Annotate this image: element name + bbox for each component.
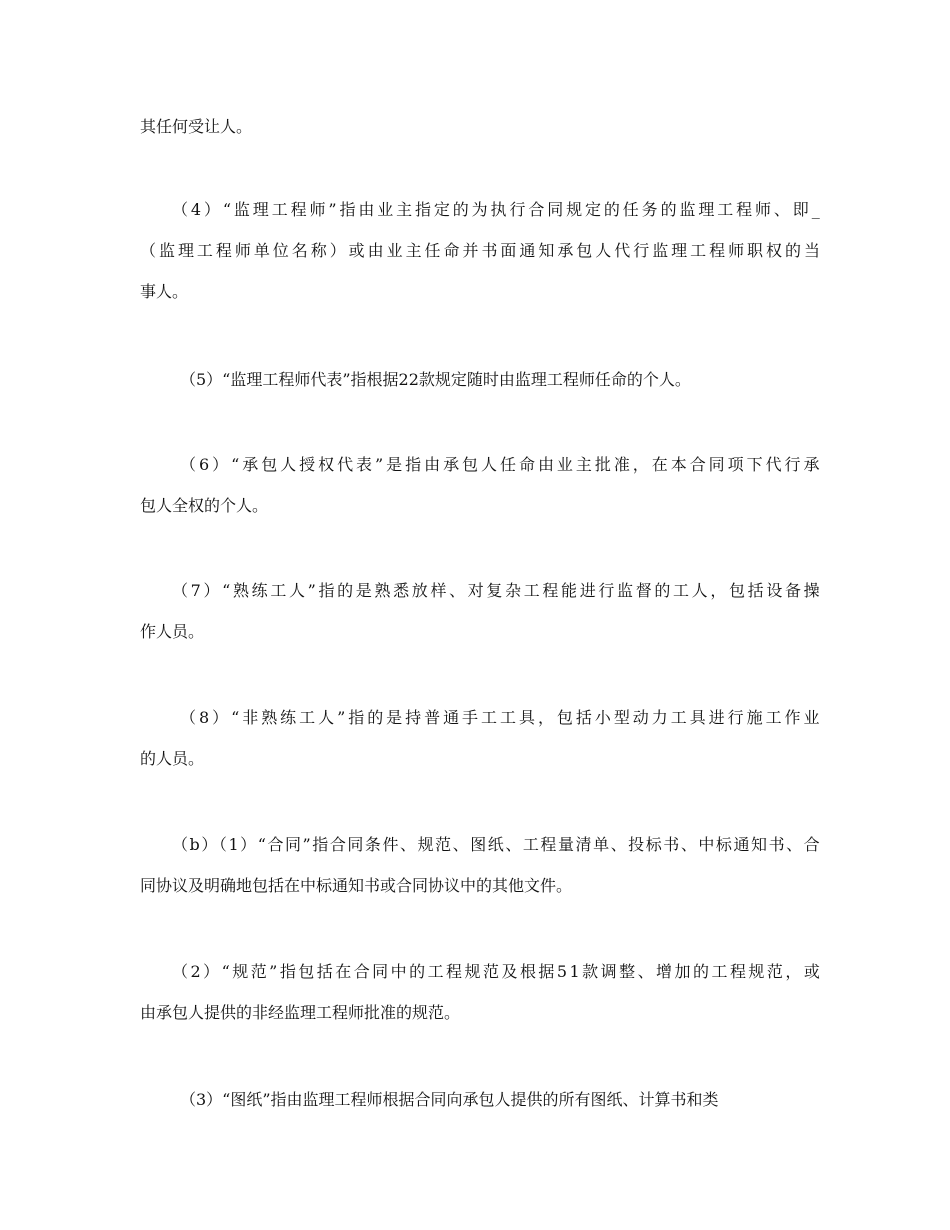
text-line: （b）（1）“合同”指合同条件、规范、图纸、工程量清单、投标书、中标通知书、合 [172,835,822,854]
text-line: （4）“监理工程师”指由业主指定的为执行合同规定的任务的监理工程师、即_ [172,200,823,219]
text-line: （6）“承包人授权代表”是指由承包人任命由业主批准，在本合同项下代行承 [180,455,823,474]
text-line: 的人员。 [140,749,205,768]
text-line: 包人全权的个人。 [140,496,269,515]
text-line: （7）“熟练工人”指的是熟悉放样、对复杂工程能进行监督的工人，包括设备操 [172,581,823,600]
text-line: 同协议及明确地包括在中标通知书或合同协议中的其他文件。 [140,876,573,895]
text-line: 由承包人提供的非经监理工程师批准的规范。 [140,1003,461,1022]
text-line: 其任何受让人。 [140,117,253,136]
text-line: （监理工程师单位名称）或由业主任命并书面通知承包人代行监理工程师职权的当 [140,241,823,260]
text-line: 作人员。 [140,622,205,641]
text-line: （2）“规范”指包括在合同中的工程规范及根据51款调整、增加的工程规范，或 [172,962,823,981]
text-line: （5）“监理工程师代表”指根据22款规定随时由监理工程师任命的个人。 [180,370,691,389]
text-line: （3）“图纸”指由监理工程师根据合同向承包人提供的所有图纸、计算书和类 [180,1090,719,1109]
text-line: 事人。 [140,282,189,301]
text-line: （8）“非熟练工人”指的是持普通手工工具，包括小型动力工具进行施工作业 [180,708,823,727]
